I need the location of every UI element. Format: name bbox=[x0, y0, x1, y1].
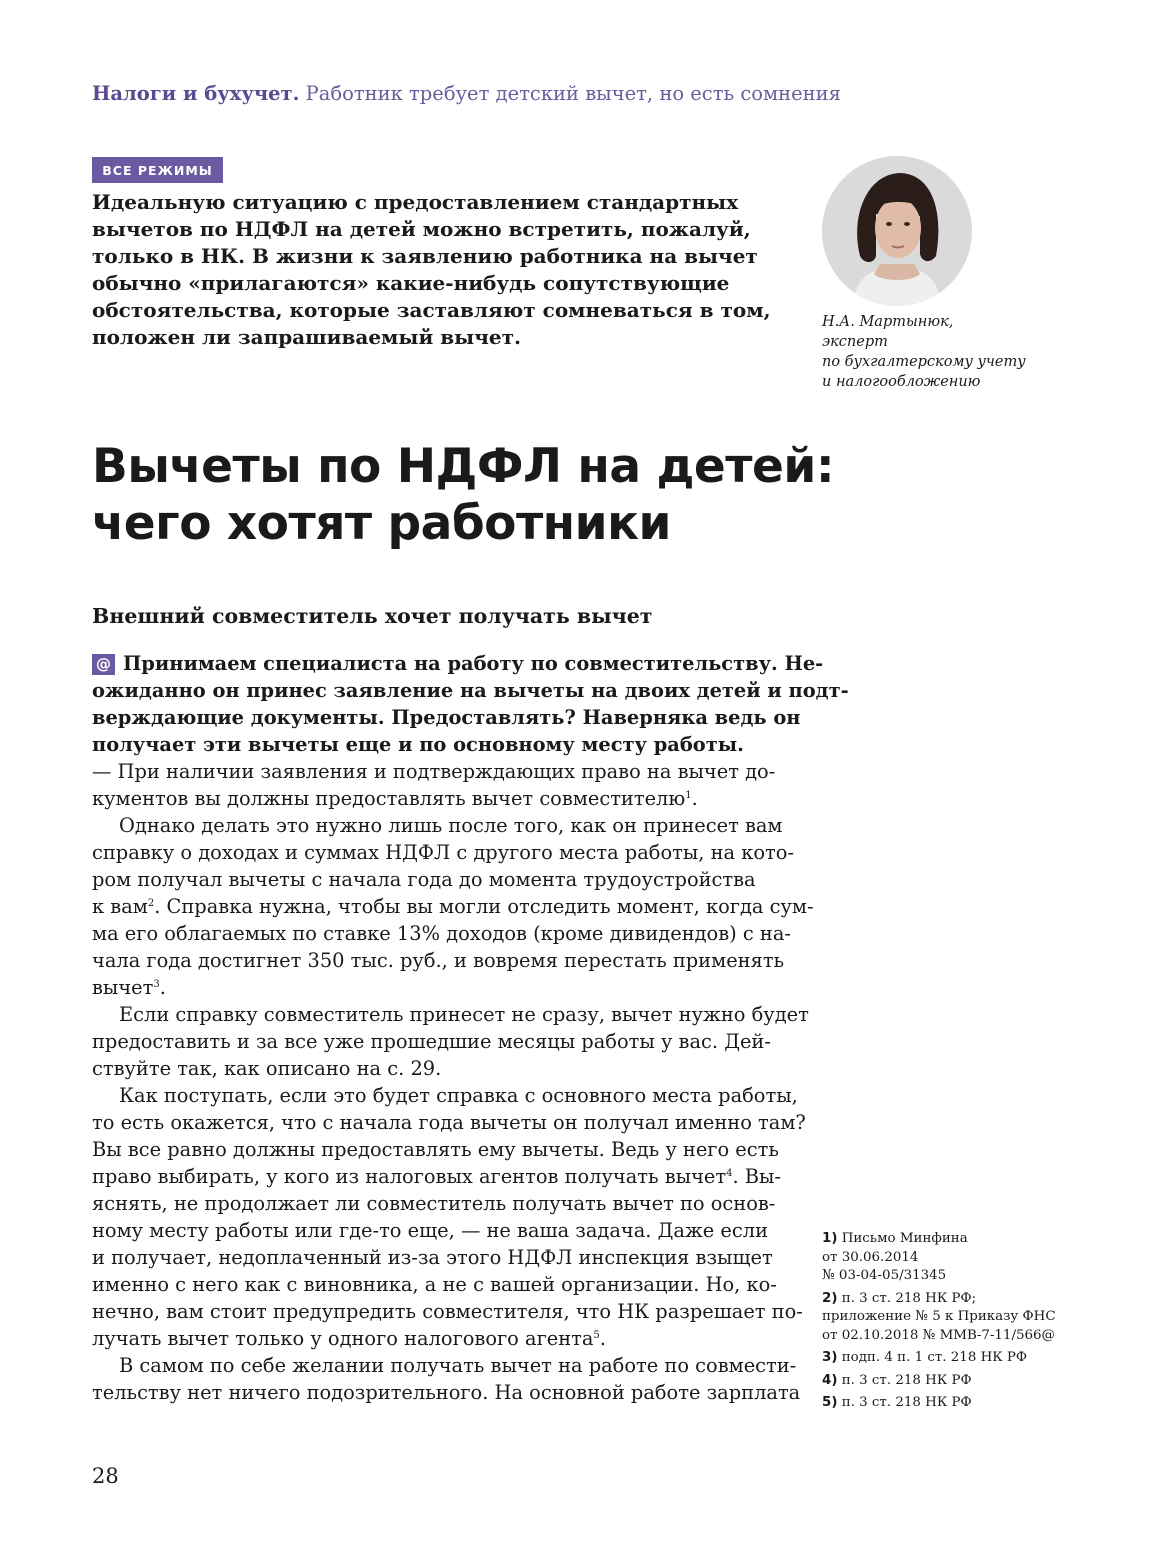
footnotes bbox=[822, 1230, 1056, 1417]
body-line bbox=[92, 1109, 806, 1136]
body-line bbox=[92, 974, 772, 1001]
body-line-text: лучать вычет только у одного налогового агента bbox=[92, 1327, 594, 1350]
body-line bbox=[92, 1055, 772, 1082]
author-photo bbox=[822, 156, 972, 306]
body-line bbox=[92, 812, 783, 839]
lead-line: положен ли запрашиваемый вычет. bbox=[92, 325, 521, 349]
question-block bbox=[92, 650, 849, 758]
lead-line: вычетов по НДФЛ на детей можно встретить, пожалуй, bbox=[92, 217, 751, 241]
question-line bbox=[92, 731, 772, 758]
body-line bbox=[92, 893, 814, 920]
footnote-line bbox=[822, 1230, 1056, 1249]
body-line-text: кументов вы должны предоставлять вычет совместителю bbox=[92, 787, 686, 810]
footnote-ref: 3 bbox=[153, 979, 160, 990]
body-line bbox=[92, 1001, 809, 1028]
body-line-text: предоставить и за все уже прошедшие месяцы работы у вас. Дей- bbox=[92, 1030, 771, 1053]
footnote bbox=[822, 1230, 1056, 1286]
body-line-text: нечно, вам стоит предупредить совместителя, что НК разрешает по- bbox=[92, 1300, 803, 1323]
body-line-text: справку о доходах и суммах НДФЛ с другого места работы, на кото- bbox=[92, 841, 795, 864]
body-line-text: — При наличии заявления и подтверждающих право на вычет до- bbox=[92, 760, 776, 783]
body-line bbox=[92, 1082, 798, 1109]
body-line-text: тельству нет ничего подозрительного. На основной работе зарплата bbox=[92, 1381, 801, 1404]
article-title bbox=[92, 438, 834, 552]
footnote bbox=[822, 1349, 1056, 1368]
footnote-line bbox=[822, 1249, 1056, 1268]
body-line bbox=[92, 947, 785, 974]
body-line-text: Если справку совместитель принесет не сразу, вычет нужно будет bbox=[119, 1003, 809, 1026]
footnote-line bbox=[822, 1372, 1056, 1391]
footnote-text: от 02.10.2018 № ММВ-7-11/566@ bbox=[822, 1327, 1055, 1343]
footnote-text: п. 3 ст. 218 НК РФ; bbox=[841, 1290, 977, 1306]
lead-line: обычно «прилагаются» какие-нибудь сопутствующие bbox=[92, 271, 730, 295]
footnote-line bbox=[822, 1308, 1056, 1327]
body-line-text: . bbox=[691, 787, 698, 810]
body-line-text: вычет bbox=[92, 976, 154, 999]
footnote bbox=[822, 1290, 1056, 1346]
body-line bbox=[92, 1271, 777, 1298]
body-line-text: ром получал вычеты с начала года до момента трудоустройства bbox=[92, 868, 756, 891]
footnote-number: 5) bbox=[822, 1395, 838, 1410]
body-line-text: и получает, недоплаченный из-за этого НДФЛ инспекция взыщет bbox=[92, 1246, 773, 1269]
footnote-text: подп. 4 п. 1 ст. 218 НК РФ bbox=[841, 1350, 1028, 1365]
body-line bbox=[92, 1136, 779, 1163]
body-line-text: яснять, не продолжает ли совместитель получать вычет по основ- bbox=[92, 1192, 776, 1215]
body-line bbox=[92, 1190, 776, 1217]
mode-badge: ВСЕ РЕЖИМЫ bbox=[92, 157, 223, 183]
question-line-text: ожиданно он принес заявление на вычеты на двоих детей и подт- bbox=[92, 679, 849, 702]
question-line-text: Принимаем специалиста на работу по совместительству. Не- bbox=[123, 652, 824, 675]
footnote-number: 3) bbox=[822, 1350, 838, 1365]
body-line bbox=[92, 1379, 801, 1406]
footnote bbox=[822, 1394, 1056, 1413]
body-line-text: право выбирать, у кого из налоговых агентов получать вычет bbox=[92, 1165, 727, 1188]
body-line bbox=[92, 839, 795, 866]
body-line-text: Однако делать это нужно лишь после того, как он принесет вам bbox=[119, 814, 783, 837]
body-line-text: именно с него как с виновника, а не с вашей организации. Но, ко- bbox=[92, 1273, 777, 1296]
footnote-line bbox=[822, 1394, 1056, 1413]
body-line-text: . Справка нужна, чтобы вы могли отследить момент, когда сум- bbox=[154, 895, 814, 918]
body-line-text: . bbox=[599, 1327, 606, 1350]
author-caption bbox=[822, 312, 1026, 392]
section-subheading: Внешний совместитель хочет получать вычет bbox=[92, 604, 653, 628]
body-line bbox=[92, 920, 791, 947]
running-header-topic: Работник требует детский вычет, но есть сомнения bbox=[305, 82, 841, 105]
author-caption-line: эксперт bbox=[822, 334, 888, 350]
footnote-text: № 03-04-05/31345 bbox=[822, 1268, 947, 1283]
lead-paragraph bbox=[92, 189, 772, 351]
footnote-line bbox=[822, 1290, 1056, 1309]
footnote-ref: 1 bbox=[685, 790, 692, 801]
footnote-ref: 5 bbox=[593, 1330, 600, 1341]
footnote-ref: 4 bbox=[726, 1168, 733, 1179]
body-line bbox=[92, 1325, 772, 1352]
body-line-text: то есть окажется, что с начала года вычеты он получал именно там? bbox=[92, 1111, 806, 1134]
footnote-text: Письмо Минфина bbox=[841, 1231, 968, 1246]
body-line-text: . bbox=[159, 976, 166, 999]
question-line-text: получает эти вычеты еще и по основному месту работы. bbox=[92, 733, 744, 756]
footnote-text: п. 3 ст. 218 НК РФ bbox=[841, 1395, 972, 1410]
footnote-line bbox=[822, 1327, 1056, 1346]
footnote bbox=[822, 1372, 1056, 1391]
body-line bbox=[92, 866, 772, 893]
body-line bbox=[92, 1163, 782, 1190]
lead-line: Идеальную ситуацию с предоставлением стандартных bbox=[92, 190, 739, 214]
title-line: чего хотят работники bbox=[92, 496, 671, 551]
body-line-text: Как поступать, если это будет справка с основного места работы, bbox=[119, 1084, 798, 1107]
question-line bbox=[92, 677, 849, 704]
body-line bbox=[92, 1298, 803, 1325]
running-header-section: Налоги и бухучет. bbox=[92, 82, 300, 105]
footnote-text: приложение № 5 к Приказу ФНС bbox=[822, 1309, 1056, 1324]
body-line-text: ному месту работы или где-то еще, — не ваша задача. Даже если bbox=[92, 1219, 769, 1242]
answer-block bbox=[92, 758, 814, 1406]
body-line-text: чала года достигнет 350 тыс. руб., и вовремя перестать применять bbox=[92, 949, 785, 972]
question-line bbox=[92, 650, 824, 677]
footnote-number: 4) bbox=[822, 1372, 838, 1388]
question-marker-icon: @ bbox=[92, 654, 115, 675]
article-body bbox=[92, 650, 849, 1406]
body-line-text: ствуйте так, как описано на с. 29. bbox=[92, 1057, 442, 1080]
body-line bbox=[92, 1028, 772, 1055]
author-portrait-icon bbox=[822, 156, 972, 306]
lead-line: только в НК. В жизни к заявлению работника на вычет bbox=[92, 244, 758, 268]
footnote-line bbox=[822, 1349, 1056, 1368]
body-line-text: ма его облагаемых по ставке 13% доходов (кроме дивидендов) с на- bbox=[92, 922, 791, 945]
body-line bbox=[92, 1217, 772, 1244]
footnote-number: 1) bbox=[822, 1231, 838, 1246]
author-caption-line: и налогообложению bbox=[822, 374, 981, 390]
footnote-text: п. 3 ст. 218 НК РФ bbox=[841, 1372, 972, 1388]
body-line bbox=[92, 1244, 772, 1271]
body-line-text: . Вы- bbox=[732, 1165, 782, 1188]
author-caption-line: по бухгалтерскому учету bbox=[822, 354, 1026, 370]
body-line bbox=[92, 1352, 797, 1379]
question-line bbox=[92, 704, 801, 731]
body-line-text: к вам bbox=[92, 895, 148, 918]
body-line-text: В самом по себе желании получать вычет на работе по совмести- bbox=[119, 1354, 797, 1377]
footnote-number: 2) bbox=[822, 1290, 838, 1306]
running-header bbox=[92, 82, 841, 105]
body-line bbox=[92, 758, 776, 785]
title-line: Вычеты по НДФЛ на детей: bbox=[92, 439, 835, 494]
lead-line: обстоятельства, которые заставляют сомневаться в том, bbox=[92, 298, 771, 322]
body-line bbox=[92, 785, 772, 812]
author-caption-line: Н.А. Мартынюк, bbox=[822, 314, 954, 330]
footnote-ref: 2 bbox=[147, 898, 155, 909]
footnote-text: от 30.06.2014 bbox=[822, 1249, 919, 1265]
footnote-line bbox=[822, 1267, 1056, 1286]
body-line-text: Вы все равно должны предоставлять ему вычеты. Ведь у него есть bbox=[92, 1138, 779, 1161]
question-line-text: верждающие документы. Предоставлять? Наверняка ведь он bbox=[92, 706, 801, 729]
page-number: 28 bbox=[92, 1464, 119, 1488]
